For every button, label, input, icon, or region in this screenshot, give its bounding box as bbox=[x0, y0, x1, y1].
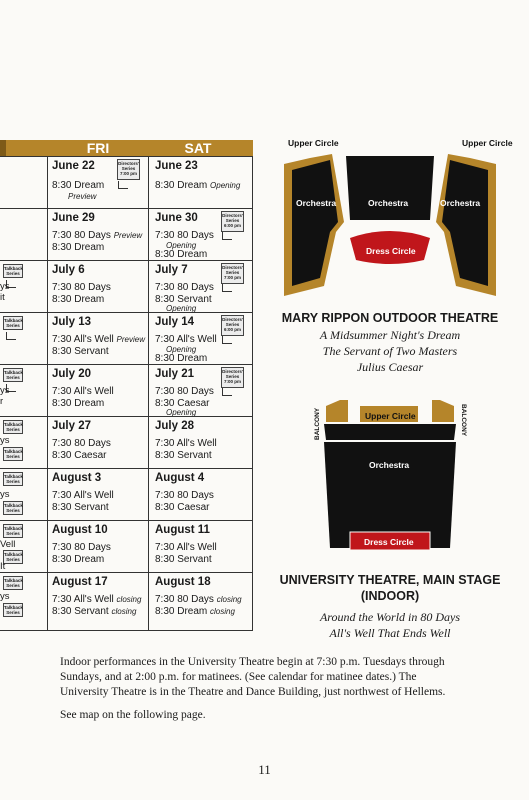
perf-text: 8:30 Servant bbox=[52, 502, 109, 513]
orchestra-left bbox=[292, 160, 338, 286]
perf-text: 7:30 All's Well bbox=[155, 542, 217, 553]
perf-note: Preview bbox=[116, 335, 145, 344]
sat-perf: 7:30 80 Days bbox=[155, 230, 214, 241]
sat-perf bbox=[155, 438, 217, 462]
talkback-series-badge: Talkback Series bbox=[4, 474, 23, 484]
perf-text: 7:30 80 Days bbox=[52, 230, 111, 241]
orchestra-right bbox=[442, 160, 488, 286]
outdoor-venue-title: MARY RIPPON OUTDOOR THEATRE bbox=[281, 311, 499, 325]
perf-text: 7:30 80 Days bbox=[155, 490, 214, 501]
orchestra-right-label: Orchestra bbox=[440, 198, 481, 208]
dress-circle-label: Dress Circle bbox=[366, 246, 416, 256]
fri-date: July 6 bbox=[52, 264, 85, 276]
perf-note: closing bbox=[216, 595, 242, 604]
sat-date: June 30 bbox=[155, 212, 198, 224]
directors-series-badge: Directors' Series 6:00 pm bbox=[221, 211, 244, 232]
sat-date: July 21 bbox=[155, 368, 194, 380]
info-paragraph bbox=[60, 655, 500, 723]
calendar-body bbox=[0, 156, 253, 631]
calendar-row bbox=[0, 312, 252, 364]
calendar-row bbox=[0, 572, 252, 630]
perf-text: 8:30 Servant bbox=[52, 346, 109, 357]
clipped-text: ys bbox=[0, 489, 10, 500]
fri-perf bbox=[52, 282, 111, 306]
perf-text: 8:30 Caesar bbox=[52, 450, 107, 461]
sat-perf bbox=[155, 594, 242, 618]
balcony-right bbox=[432, 400, 454, 422]
calendar-row bbox=[0, 208, 252, 260]
talkback-series-badge: Talkback Series bbox=[4, 266, 23, 276]
balcony-left bbox=[326, 400, 348, 422]
indoor-venue-title bbox=[265, 572, 515, 604]
sat-perf: 7:30 All's Well bbox=[155, 334, 217, 345]
clipped-text: It bbox=[0, 561, 6, 572]
arrow-icon bbox=[222, 336, 232, 344]
fri-date: June 29 bbox=[52, 212, 95, 224]
talkback-series-badge: Talkback Series bbox=[4, 449, 23, 459]
orchestra-label: Orchestra bbox=[369, 460, 410, 470]
dress-circle-label: Dress Circle bbox=[364, 537, 414, 547]
sat-perf bbox=[155, 282, 214, 306]
fri-perf: 8:30 Dream bbox=[52, 180, 105, 191]
indoor-seating-map bbox=[310, 388, 480, 564]
perf-text: 7:30 All's Well bbox=[155, 438, 217, 449]
play-title: Julius Caesar bbox=[356, 360, 424, 374]
upper-circle-label-left: Upper Circle bbox=[288, 138, 339, 148]
sat-note: Opening bbox=[166, 408, 197, 417]
play-title: All's Well That Ends Well bbox=[329, 626, 451, 640]
header-sat: SAT bbox=[184, 140, 212, 156]
calendar-row bbox=[0, 260, 252, 312]
directors-series-badge: Directors' Series 7:00 pm bbox=[221, 367, 244, 388]
sat-perf: 8:30 Dream bbox=[155, 249, 208, 260]
calendar-row bbox=[0, 520, 252, 572]
fri-perf bbox=[52, 490, 114, 514]
calendar-row bbox=[0, 416, 252, 468]
perf-text: 8:30 Dream bbox=[52, 242, 105, 253]
clipped-text: ys bbox=[0, 591, 10, 602]
indoor-play-list bbox=[265, 609, 515, 641]
directors-series-badge: Directors' Series 7:00 pm bbox=[117, 159, 140, 180]
fri-date: July 20 bbox=[52, 368, 91, 380]
perf-text: 7:30 80 Days bbox=[155, 594, 214, 605]
perf-text: 8:30 Servant bbox=[155, 450, 212, 461]
fri-date: July 13 bbox=[52, 316, 91, 328]
clipped-text: it bbox=[0, 292, 5, 303]
map-note: See map on the following page. bbox=[60, 709, 206, 721]
info-line: Sundays, and at 2:00 p.m. for matinees. (See calendar for matinee dates.) The bbox=[60, 671, 417, 683]
sat-date: August 11 bbox=[155, 524, 210, 536]
perf-note: closing bbox=[116, 595, 142, 604]
sat-date: June 23 bbox=[155, 160, 198, 172]
header-stub bbox=[0, 140, 6, 156]
perf-note: closing bbox=[210, 607, 235, 616]
clipped-text: ys bbox=[0, 435, 10, 446]
perf-text: 7:30 80 Days bbox=[155, 282, 214, 293]
perf-text: 7:30 80 Days bbox=[52, 282, 111, 293]
sat-perf: 8:30 Dream bbox=[155, 353, 208, 364]
perf-text: 8:30 Dream bbox=[155, 180, 208, 191]
fri-perf bbox=[52, 334, 145, 358]
perf-text: 8:30 Dream bbox=[52, 294, 105, 305]
venue-title-line: UNIVERSITY THEATRE, MAIN STAGE bbox=[279, 573, 501, 587]
talkback-series-badge: Talkback Series bbox=[4, 370, 23, 380]
talkback-series-badge: Talkback Series bbox=[4, 318, 23, 328]
clipped-text: r bbox=[0, 396, 4, 407]
perf-text: 7:30 80 Days bbox=[155, 386, 214, 397]
calendar-row bbox=[0, 156, 252, 208]
clipped-text: Vell bbox=[0, 539, 16, 550]
perf-text: 7:30 All's Well bbox=[52, 386, 114, 397]
upper-dark-band bbox=[324, 424, 456, 440]
orchestra-left-label: Orchestra bbox=[296, 198, 337, 208]
sat-date: August 4 bbox=[155, 472, 205, 484]
talkback-series-badge: Talkback Series bbox=[4, 605, 23, 615]
clipped-text: ys bbox=[0, 281, 10, 292]
outdoor-play-list bbox=[265, 327, 515, 375]
fri-perf bbox=[52, 594, 141, 618]
perf-text: 8:30 Servant bbox=[155, 554, 212, 565]
outdoor-seating-map bbox=[280, 136, 513, 308]
directors-series-badge: Directors' Series 7:00 pm bbox=[221, 263, 244, 284]
header-fri: FRI bbox=[86, 140, 110, 156]
sat-note: Opening bbox=[166, 345, 197, 354]
sat-date: July 28 bbox=[155, 420, 194, 432]
sat-perf bbox=[155, 180, 240, 192]
sat-note: Opening bbox=[166, 241, 197, 250]
fri-date: August 10 bbox=[52, 524, 108, 536]
perf-note: Opening bbox=[210, 181, 241, 190]
perf-text: 7:30 80 Days bbox=[52, 542, 111, 553]
page-number: 11 bbox=[258, 762, 271, 777]
perf-text: 8:30 Dream bbox=[155, 606, 208, 617]
sat-perf bbox=[155, 490, 214, 514]
perf-text: 7:30 All's Well bbox=[52, 334, 114, 345]
arrow-icon bbox=[222, 284, 232, 292]
perf-text: 8:30 Caesar bbox=[155, 398, 210, 409]
arrow-icon bbox=[118, 181, 128, 189]
perf-text: 8:30 Servant bbox=[155, 294, 212, 305]
fri-date: July 27 bbox=[52, 420, 91, 432]
clipped-text: ys bbox=[0, 385, 10, 396]
info-line: University Theatre is in the Theatre and Dance Building, just northwest of Hellems. bbox=[60, 686, 446, 698]
play-title: The Servant of Two Masters bbox=[322, 344, 458, 358]
play-title: A Midsummer Night's Dream bbox=[319, 328, 461, 342]
fri-date: June 22 bbox=[52, 160, 95, 172]
sat-date: July 14 bbox=[155, 316, 194, 328]
sat-date: July 7 bbox=[155, 264, 188, 276]
talkback-series-badge: Talkback Series bbox=[4, 552, 23, 562]
fri-perf bbox=[52, 542, 111, 566]
talkback-series-badge: Talkback Series bbox=[4, 578, 23, 588]
arrow-icon bbox=[6, 332, 16, 340]
directors-series-badge: Directors' Series 6:00 pm bbox=[221, 315, 244, 336]
perf-text: 7:30 80 Days bbox=[52, 438, 111, 449]
fri-date: August 17 bbox=[52, 576, 108, 588]
perf-text: 8:30 Caesar bbox=[155, 502, 210, 513]
fri-perf bbox=[52, 438, 111, 462]
sat-perf bbox=[155, 542, 217, 566]
venue-title-line: (INDOOR) bbox=[360, 589, 420, 603]
perf-note: closing bbox=[111, 607, 137, 616]
balcony-label-right: BALCONY bbox=[460, 404, 467, 437]
perf-text: 8:30 Servant bbox=[52, 606, 109, 617]
sat-perf bbox=[155, 386, 214, 410]
perf-text: 8:30 Dream bbox=[52, 554, 105, 565]
balcony-label-left: BALCONY bbox=[314, 407, 321, 440]
perf-note: Preview bbox=[113, 231, 143, 240]
upper-circle-label-right: Upper Circle bbox=[462, 138, 513, 148]
calendar-header bbox=[0, 140, 253, 156]
play-title: Around the World in 80 Days bbox=[319, 610, 461, 624]
talkback-series-badge: Talkback Series bbox=[4, 422, 23, 432]
calendar-row bbox=[0, 364, 252, 416]
fri-perf bbox=[52, 230, 142, 254]
info-line: Indoor performances in the University Theatre begin at 7:30 p.m. Tuesdays through bbox=[60, 656, 445, 668]
perf-text: 7:30 All's Well bbox=[52, 594, 114, 605]
perf-text: 8:30 Dream bbox=[52, 398, 105, 409]
performance-calendar bbox=[0, 140, 253, 631]
calendar-row bbox=[0, 468, 252, 520]
talkback-series-badge: Talkback Series bbox=[4, 503, 23, 513]
talkback-series-badge: Talkback Series bbox=[4, 526, 23, 536]
arrow-icon bbox=[222, 388, 232, 396]
upper-circle-label: Upper Circle bbox=[365, 411, 416, 421]
arrow-icon bbox=[222, 232, 232, 240]
perf-text: 7:30 All's Well bbox=[52, 490, 114, 501]
fri-note: Preview bbox=[68, 192, 97, 201]
sat-date: August 18 bbox=[155, 576, 211, 588]
orchestra-center-label: Orchestra bbox=[368, 198, 409, 208]
fri-perf bbox=[52, 386, 114, 410]
orchestra-center bbox=[346, 156, 434, 220]
sat-note: Opening bbox=[166, 304, 197, 313]
fri-date: August 3 bbox=[52, 472, 102, 484]
